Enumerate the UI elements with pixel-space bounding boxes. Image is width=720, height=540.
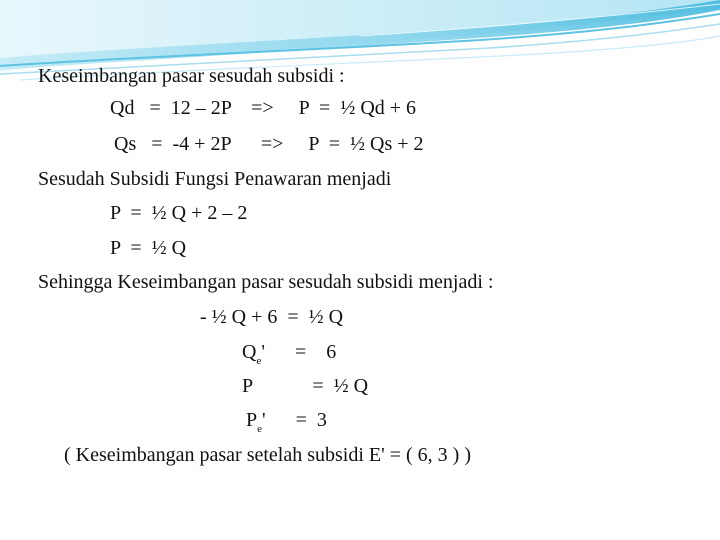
price-equation-line: P = ½ Q xyxy=(242,375,369,397)
supply-equation-line: Qs = -4 + 2P => P = ½ Qs + 2 xyxy=(114,133,424,155)
subsidy-heading-line: Sesudah Subsidi Fungsi Penawaran menjadi xyxy=(38,168,392,190)
supply-after-subsidy-line: P = ½ Q + 2 – 2 xyxy=(110,202,248,224)
pe-result-line xyxy=(246,408,327,435)
equilibrium-equation-line: - ½ Q + 6 = ½ Q xyxy=(200,306,344,328)
qe-symbol: Q xyxy=(242,341,257,363)
supply-simplified-line: P = ½ Q xyxy=(110,237,187,259)
equilibrium-result-line: ( Keseimbangan pasar setelah subsidi E' = ( 6, 3 ) ) xyxy=(64,444,471,466)
qe-result-line xyxy=(242,340,336,367)
pe-symbol: P xyxy=(246,409,258,431)
pe-value: ' = 3 xyxy=(262,409,327,431)
qe-value: ' = 6 xyxy=(261,341,337,363)
heading-line: Keseimbangan pasar sesudah subsidi : xyxy=(38,65,345,87)
equilibrium-heading-line: Sehingga Keseimbangan pasar sesudah subsidi menjadi : xyxy=(38,271,494,293)
demand-equation-line: Qd = 12 – 2P => P = ½ Qd + 6 xyxy=(110,97,417,119)
pe-subscript: e xyxy=(257,423,263,435)
qe-subscript: e xyxy=(256,355,262,367)
